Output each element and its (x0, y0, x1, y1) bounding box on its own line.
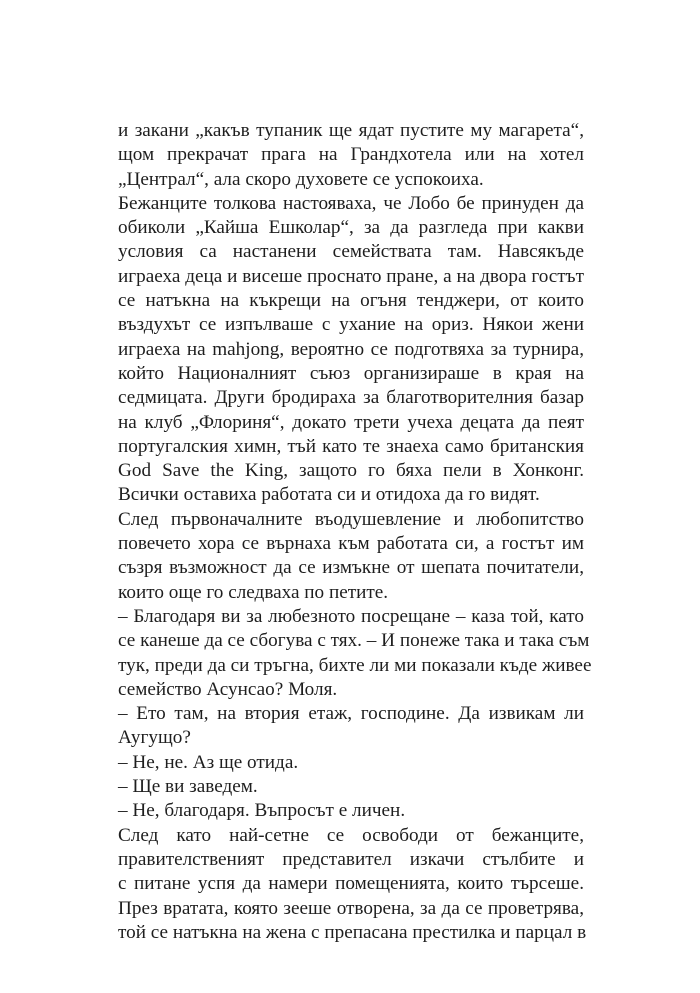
text-line: Бежанците толкова настояваха, че Лобо бе принуден да (118, 192, 584, 214)
text-line: играеха на mahjong, вероятно се подготвяха за турнира, (118, 338, 584, 360)
text-line: След първоначалните въодушевление и любопитство (118, 508, 584, 530)
text-line: на клуб „Флориня“, докато трети учеха децата да пеят (118, 411, 584, 433)
text-line: щом прекрачат прага на Грандхотела или на хотел (118, 144, 584, 166)
text-line: – Ще ви заведем. (118, 776, 258, 798)
text-line: които още го следваха по петите. (118, 581, 389, 603)
text-line: семейство Асунсао? Моля. (118, 678, 338, 700)
text-line: с питане успя да намери помещенията, които търсеше. (118, 873, 584, 895)
text-line: условия са настанени семействата там. Навсякъде (118, 241, 584, 263)
text-line: „Централ“, ала скоро духовете се успокоиха. (118, 168, 484, 190)
text-line: – Не, не. Аз ще отида. (118, 751, 299, 773)
text-line: – Благодаря ви за любезното посрещане – каза той, като (118, 605, 584, 627)
text-line: – Ето там, на втория етаж, господине. Да извикам ли (118, 703, 584, 725)
text-line: обиколи „Кайша Ешколар“, за да разгледа при какви (118, 217, 584, 239)
text-line: Аугущо? (118, 727, 191, 749)
text-line: седмицата. Други бродираха за благотворителния базар (118, 387, 584, 409)
text-line: който Националният съюз организираше в края на (118, 362, 584, 384)
text-line: португалския химн, тъй като те знаеха само британския (118, 435, 584, 457)
text-line: God Save the King, защото го бяха пели в Хонконг. (118, 460, 584, 482)
text-line: След като най-сетне се освободи от бежанците, (118, 824, 584, 846)
text-line: се натъкна на къкрещи на огъня тенджери, от които (118, 290, 584, 312)
text-line: През вратата, която зееше отворена, за да се проветрява, (118, 897, 584, 919)
text-line: и закани „какъв тупаник ще ядат пустите му магарета“, (118, 120, 584, 141)
text-line: правителственият представител изкачи стълбите и (118, 848, 584, 870)
text-line: съзря възможност да се измъкне от шепата почитатели, (118, 557, 584, 579)
text-line: Всички оставиха работата си и отидоха да го видят. (118, 484, 540, 506)
text-line: играеха деца и висеше проснато пране, а на двора гостът (118, 265, 584, 287)
text-line: повечето хора се върнаха към работата си, а гостът им (118, 533, 584, 555)
body-text (118, 119, 592, 945)
text-line: – Не, благодаря. Въпросът е личен. (118, 800, 406, 822)
text-line: тук, преди да си тръгна, бихте ли ми показали къде живее (118, 654, 592, 676)
text-line: се канеше да се сбогува с тях. – И понеже така и така съм (118, 630, 590, 652)
text-line: той се натъкна на жена с препасана престилка и парцал в (118, 921, 587, 943)
text-line: въздухът се изпълваше с ухание на ориз. Някои жени (118, 314, 584, 336)
